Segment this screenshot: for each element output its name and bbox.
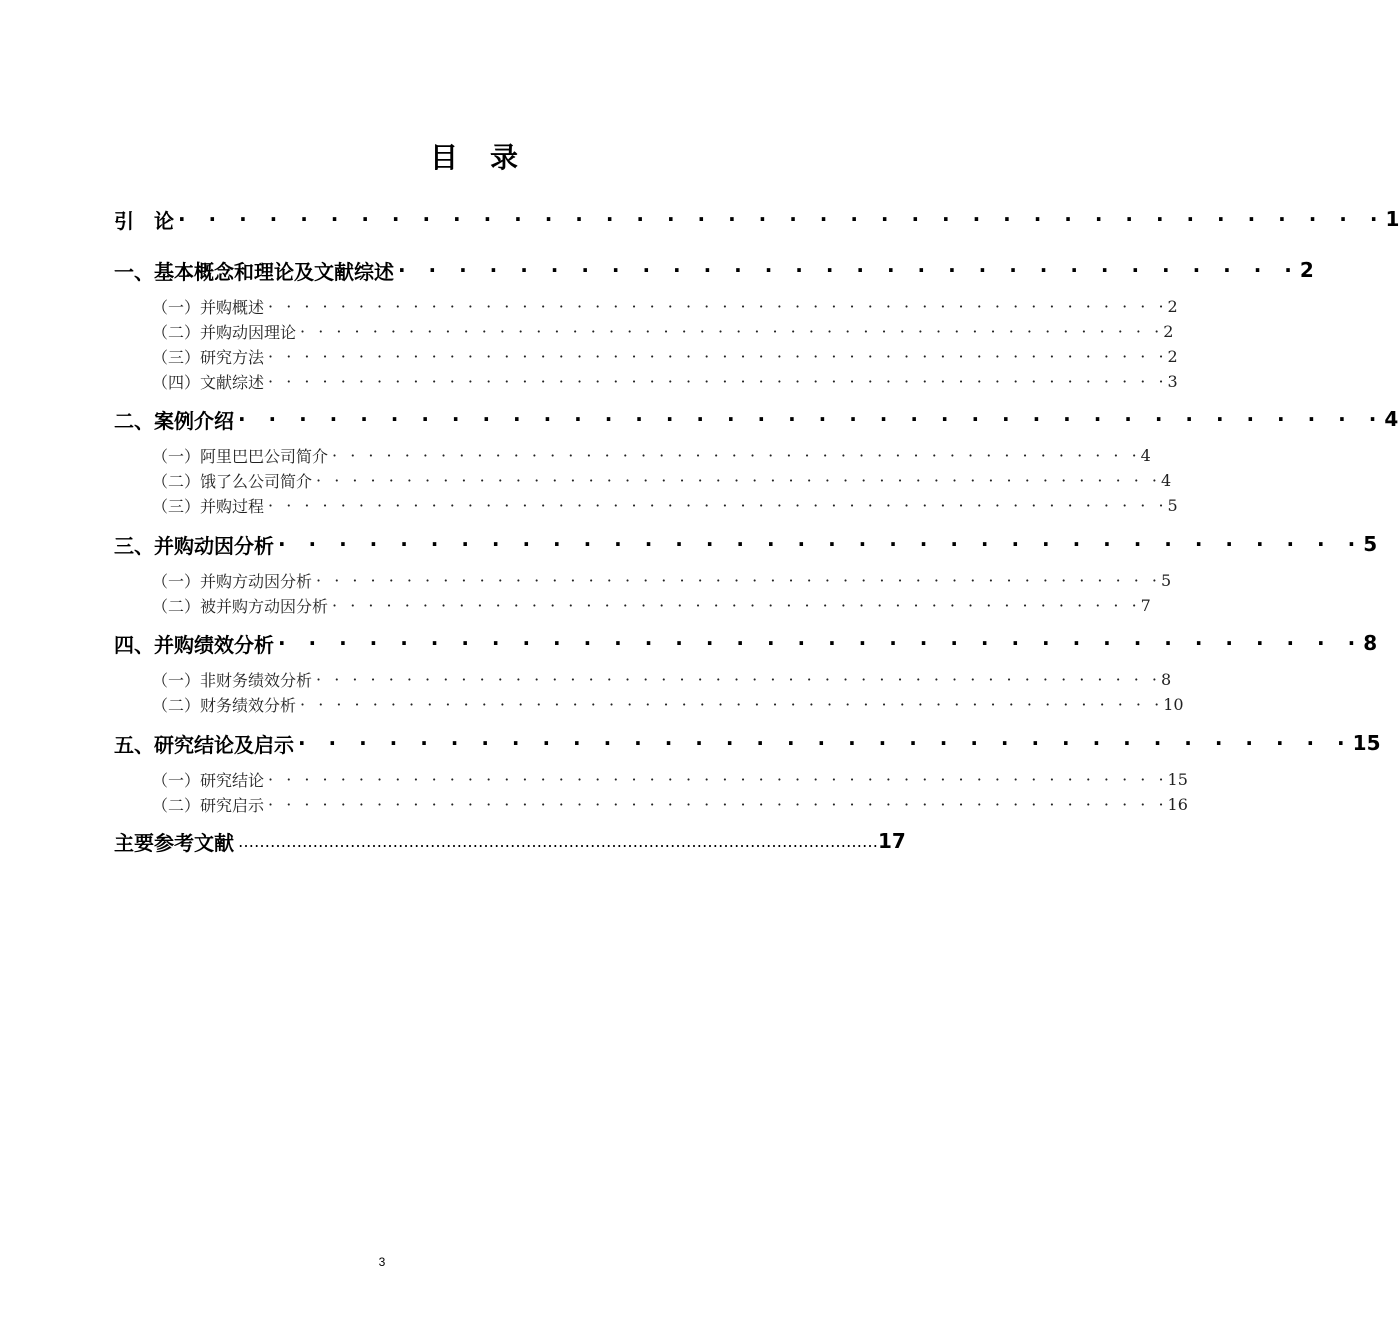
toc-entry-2-3[interactable] bbox=[152, 493, 1178, 517]
toc-entry-label: 三、并购动因分析 bbox=[114, 533, 274, 558]
toc-entry-page: 16 bbox=[1167, 794, 1188, 814]
toc-entry-chapter-3[interactable] bbox=[114, 529, 1378, 559]
toc-entry-chapter-1[interactable] bbox=[114, 255, 1314, 285]
toc-entry-label: （一）阿里巴巴公司简介 bbox=[152, 446, 329, 466]
toc-entry-page: 5 bbox=[1161, 570, 1172, 590]
toc-entry-chapter-5[interactable] bbox=[114, 728, 1381, 758]
toc-leader-dots: · · · · · · · · · · · · · · · · · · · · · · · · · · · · · · · · · · · · bbox=[278, 631, 1364, 655]
toc-leader-dots: · · · · · · · · · · · · · · · · · · · · · · · · · · · · · · · · · · · · · · · · · · · · · · · bbox=[316, 669, 1162, 689]
toc-entry-label: （二）饿了么公司简介 bbox=[152, 471, 313, 491]
toc-entry-label: 一、基本概念和理论及文献综述 bbox=[114, 259, 394, 284]
toc-leader-dots: · · · · · · · · · · · · · · · · · · · · · · · · · · · · · · · · · · · · · · · · · · · · · · · · · · bbox=[268, 769, 1168, 789]
toc-leader-dots: · · · · · · · · · · · · · · · · · · · · · · · · · · · · · · · · · · · · · · · · · · · · · · · · · · bbox=[268, 794, 1168, 814]
toc-entry-page: 5 bbox=[1363, 532, 1378, 556]
toc-leader-dots: · · · · · · · · · · · · · · · · · · · · · · · · · · · · · · · · · · · · · · · · bbox=[178, 207, 1386, 231]
toc-entry-1-1[interactable] bbox=[152, 294, 1178, 318]
toc-entry-chapter-2[interactable] bbox=[114, 404, 1399, 434]
toc-leader-dots: · · · · · · · · · · · · · · · · · · · · · · · · · · · · · · · · · · · · · · · · · · · · · · · bbox=[316, 470, 1162, 490]
toc-leader-dots: · · · · · · · · · · · · · · · · · · · · · · · · · · · · · · · · · · · · bbox=[278, 532, 1364, 556]
toc-entry-page: 15 bbox=[1167, 769, 1188, 789]
toc-entry-label: （二）研究启示 bbox=[152, 795, 265, 815]
toc-entry-label: （二）被并购方动因分析 bbox=[152, 596, 329, 616]
toc-entry-page: 2 bbox=[1167, 346, 1178, 366]
toc-entry-page: 8 bbox=[1363, 631, 1378, 655]
toc-entry-page: 7 bbox=[1140, 595, 1151, 615]
toc-entry-4-2[interactable] bbox=[152, 692, 1184, 716]
toc-entry-2-1[interactable] bbox=[152, 443, 1151, 467]
toc-entry-page: 2 bbox=[1163, 321, 1174, 341]
toc-entry-page: 5 bbox=[1167, 495, 1178, 515]
toc-entry-1-3[interactable] bbox=[152, 344, 1178, 368]
page-title: 目 录 bbox=[429, 141, 520, 174]
toc-entry-label: 四、并购绩效分析 bbox=[114, 632, 274, 657]
toc-entry-1-4[interactable] bbox=[152, 369, 1178, 393]
toc-entry-2-2[interactable] bbox=[152, 468, 1172, 492]
toc-entry-page: 1 bbox=[1385, 207, 1399, 231]
toc-leader-dots: ………………………………………………………………………………………………………… bbox=[238, 831, 878, 851]
toc-entry-5-1[interactable] bbox=[152, 767, 1188, 791]
toc-entry-label: 五、研究结论及启示 bbox=[114, 732, 294, 757]
toc-entry-3-1[interactable] bbox=[152, 568, 1172, 592]
toc-entry-page: 4 bbox=[1384, 407, 1399, 431]
toc-entry-label: 主要参考文献 bbox=[114, 830, 234, 855]
toc-entry-references[interactable] bbox=[114, 826, 906, 856]
toc-entry-5-2[interactable] bbox=[152, 792, 1188, 816]
toc-leader-dots: · · · · · · · · · · · · · · · · · · · · · · · · · · · · · · · · · · · · · · · · · · · · · · · · · · bbox=[268, 371, 1168, 391]
toc-entry-page: 15 bbox=[1352, 731, 1381, 755]
toc-entry-page: 4 bbox=[1140, 445, 1151, 465]
footer-page-number: 3 bbox=[378, 1255, 386, 1269]
toc-leader-dots: · · · · · · · · · · · · · · · · · · · · · · · · · · · · · · · · · · · bbox=[298, 731, 1353, 755]
toc-leader-dots: · · · · · · · · · · · · · · · · · · · · · · · · · · · · · · · · · · · · · · · · · · · · · bbox=[332, 445, 1141, 465]
toc-leader-dots: · · · · · · · · · · · · · · · · · · · · · · · · · · · · · · · · · · · · · · · · · · · · · · · · · · bbox=[268, 296, 1168, 316]
toc-entry-4-1[interactable] bbox=[152, 667, 1172, 691]
toc-entry-label: （三）并购过程 bbox=[152, 496, 265, 516]
toc-entry-chapter-4[interactable] bbox=[114, 628, 1378, 658]
toc-entry-page: 3 bbox=[1167, 371, 1178, 391]
toc-entry-1-2[interactable] bbox=[152, 319, 1174, 343]
toc-leader-dots: · · · · · · · · · · · · · · · · · · · · · · · · · · · · · · · · · · · · · · · · · · · · · · · · · · bbox=[268, 495, 1168, 515]
toc-leader-dots: · · · · · · · · · · · · · · · · · · · · · · · · · · · · · · · · · · · · · · · · · · · · · · · · · · bbox=[268, 346, 1168, 366]
toc-entry-label: 二、案例介绍 bbox=[114, 408, 234, 433]
toc-entry-label: （二）并购动因理论 bbox=[152, 322, 297, 342]
toc-leader-dots: · · · · · · · · · · · · · · · · · · · · · · · · · · · · · · · · · · · · · · · · · · · · · · · bbox=[316, 570, 1162, 590]
toc-entry-page: 2 bbox=[1299, 258, 1314, 282]
toc-entry-label: 引 论 bbox=[114, 208, 174, 233]
toc-entry-page: 17 bbox=[878, 829, 906, 853]
toc-leader-dots: · · · · · · · · · · · · · · · · · · · · · · · · · · · · · · · · · · · · · · bbox=[238, 407, 1385, 431]
toc-entry-page: 2 bbox=[1167, 296, 1178, 316]
toc-entry-label: （一）研究结论 bbox=[152, 770, 265, 790]
toc-entry-label: （一）非财务绩效分析 bbox=[152, 670, 313, 690]
toc-entry-label: （四）文献综述 bbox=[152, 372, 265, 392]
toc-entry-label: （一）并购方动因分析 bbox=[152, 571, 313, 591]
toc-leader-dots: · · · · · · · · · · · · · · · · · · · · · · · · · · · · · · · · · · · · · · · · · · · · · · · · bbox=[300, 321, 1164, 341]
toc-leader-dots: · · · · · · · · · · · · · · · · · · · · · · · · · · · · · · · · · · · · · · · · · · · · · bbox=[332, 595, 1141, 615]
toc-leader-dots: · · · · · · · · · · · · · · · · · · · · · · · · · · · · · · · · · · · · · · · · · · · · · · · · bbox=[300, 694, 1164, 714]
toc-entry-introduction[interactable] bbox=[114, 204, 1399, 234]
toc-entry-label: （一）并购概述 bbox=[152, 297, 265, 317]
toc-entry-page: 10 bbox=[1163, 694, 1184, 714]
toc-entry-page: 4 bbox=[1161, 470, 1172, 490]
toc-entry-3-2[interactable] bbox=[152, 593, 1151, 617]
toc-leader-dots: · · · · · · · · · · · · · · · · · · · · · · · · · · · · · · bbox=[398, 258, 1300, 282]
toc-entry-page: 8 bbox=[1161, 669, 1172, 689]
toc-entry-label: （三）研究方法 bbox=[152, 347, 265, 367]
toc-entry-label: （二）财务绩效分析 bbox=[152, 695, 297, 715]
